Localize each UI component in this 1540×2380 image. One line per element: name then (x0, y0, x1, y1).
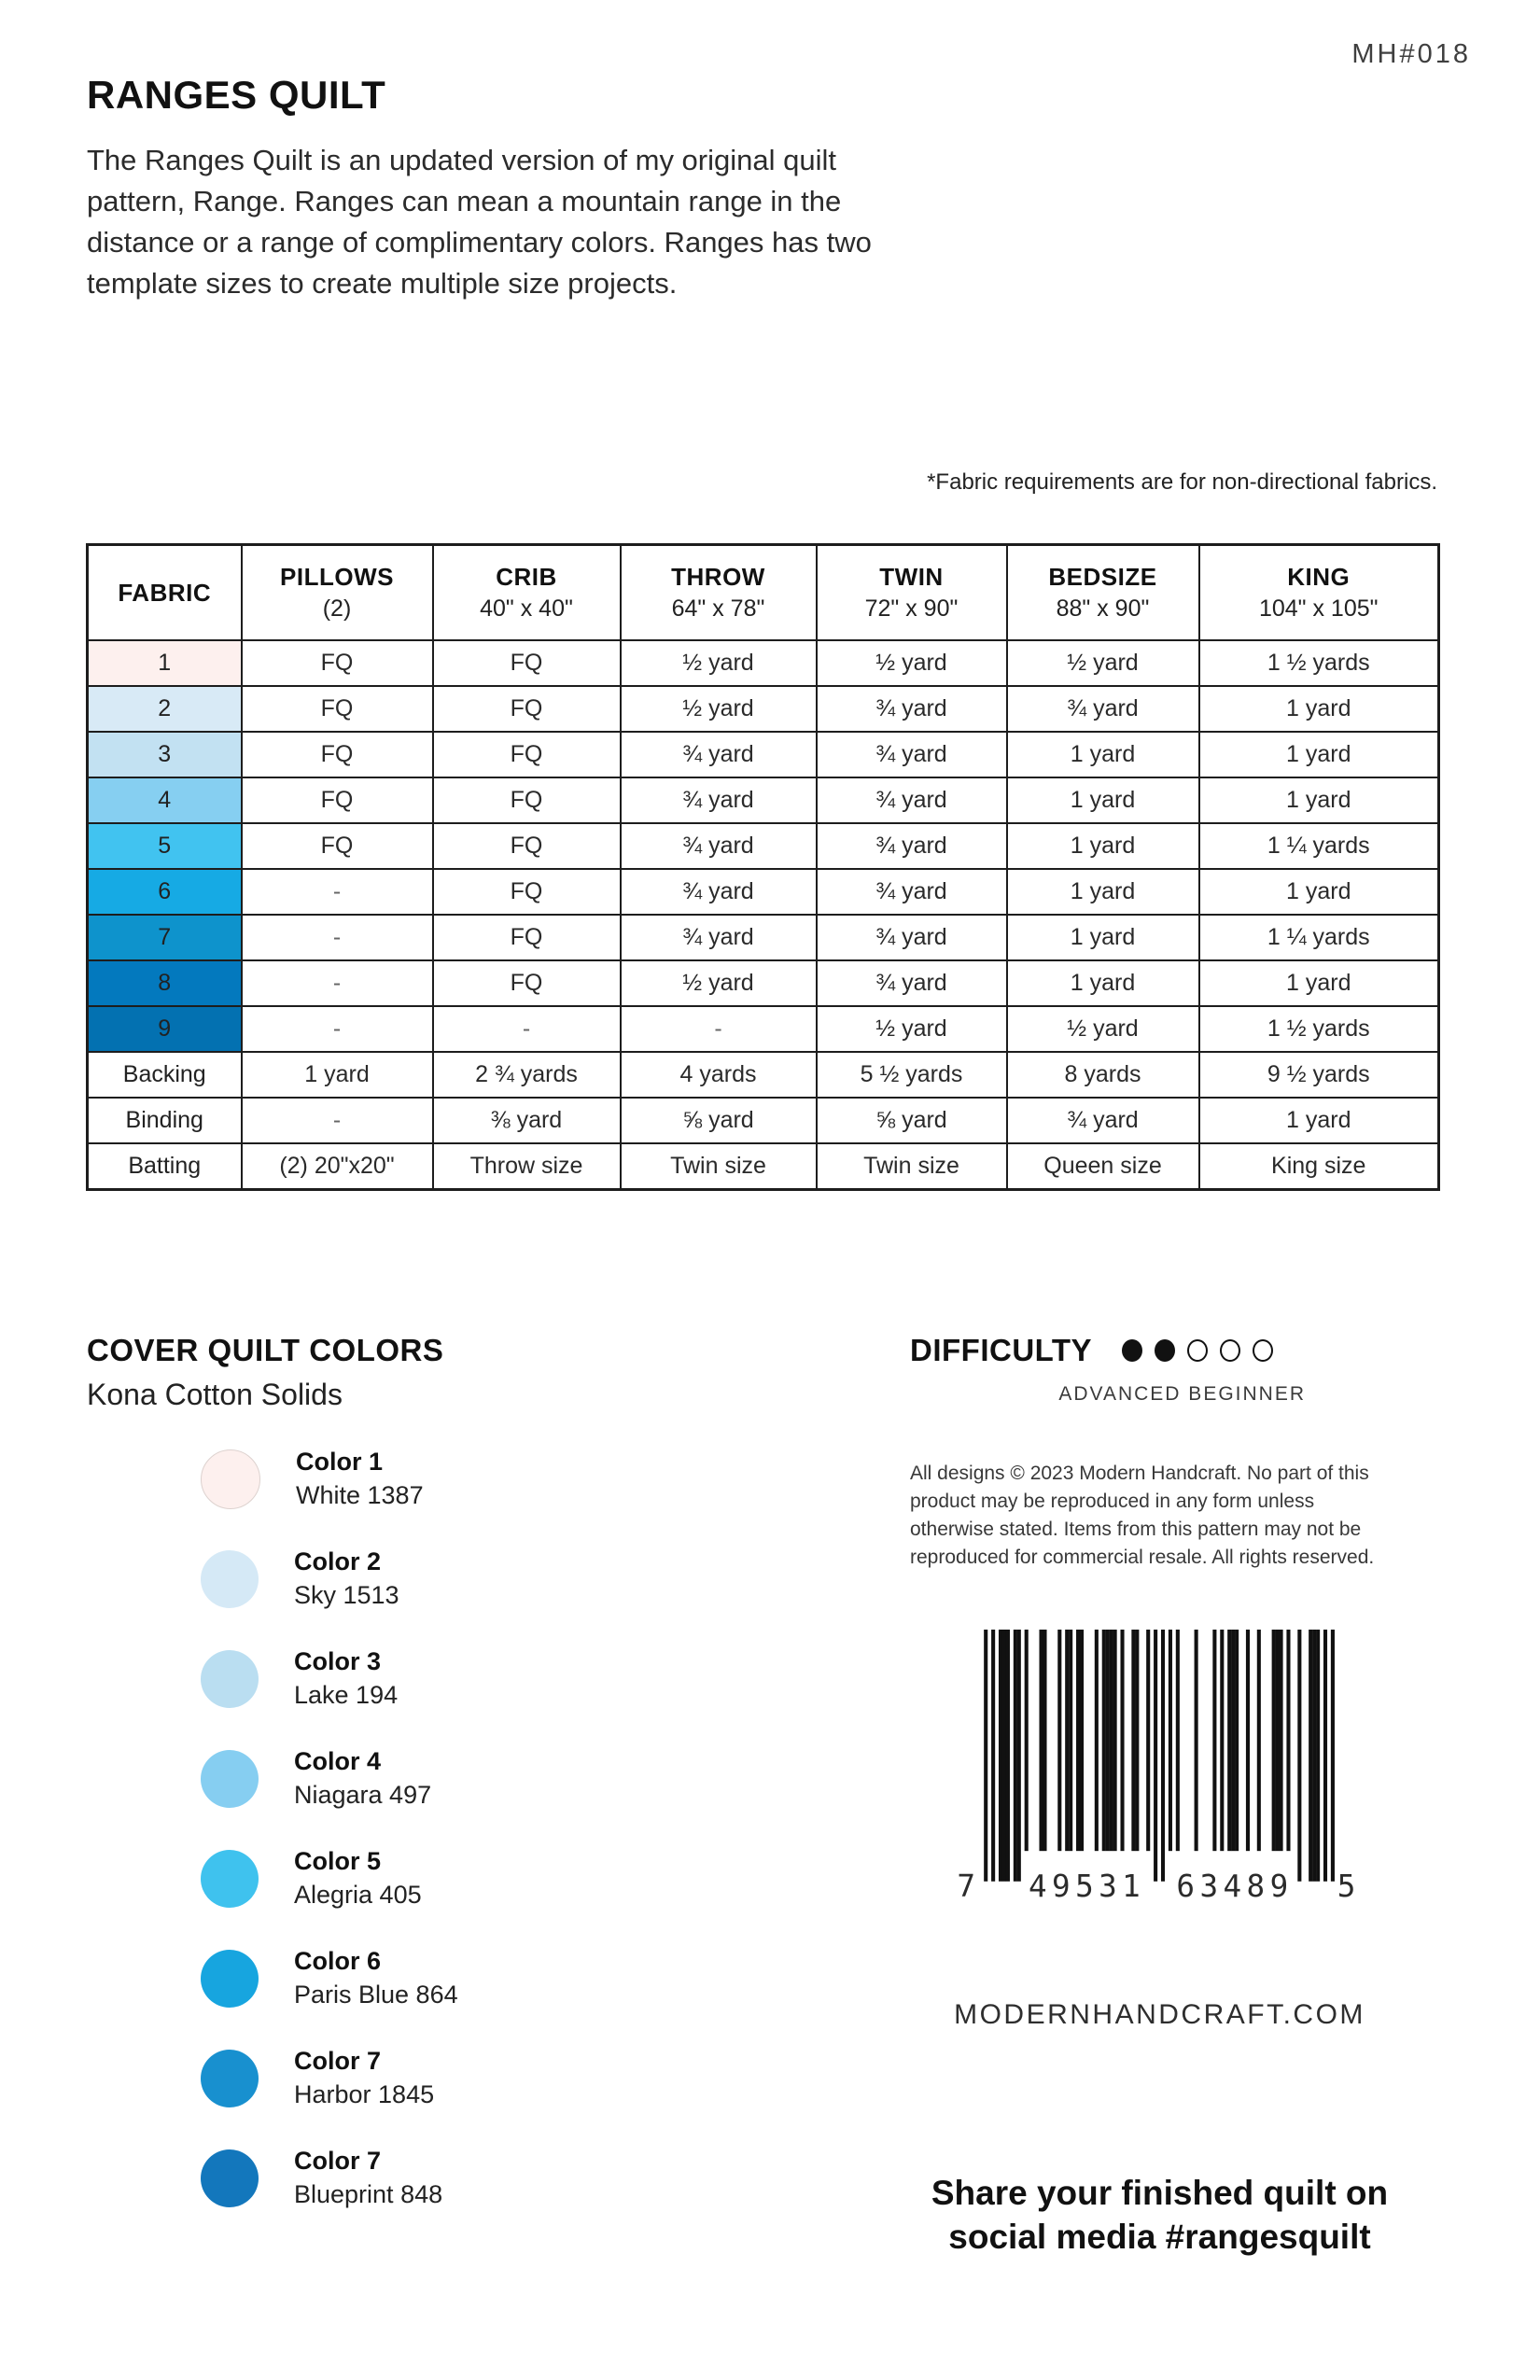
table-cell: 1 ½ yards (1199, 1006, 1439, 1052)
table-cell: ¾ yard (817, 915, 1007, 960)
table-cell: ¾ yard (621, 823, 817, 869)
table-cell: ¾ yard (817, 777, 1007, 823)
cover-colors-heading: COVER QUILT COLORS (87, 1333, 444, 1367)
table-cell: ½ yard (621, 686, 817, 732)
cover-colors-subheading: Kona Cotton Solids (87, 1378, 343, 1411)
table-cell: ¾ yard (621, 915, 817, 960)
barcode-bar (1102, 1630, 1106, 1851)
table-row (88, 823, 1439, 869)
barcode-bar (1257, 1630, 1261, 1851)
document-code: MH#018 (1351, 39, 1471, 69)
table-row (88, 777, 1439, 823)
barcode-bar (1106, 1630, 1110, 1851)
barcode-bar (1039, 1630, 1043, 1851)
table-cell: 1 yard (1007, 960, 1199, 1006)
column-header-sub: 104" x 105" (1258, 595, 1379, 622)
table-cell: ½ yard (621, 960, 817, 1006)
table-cell: 1 yard (1007, 869, 1199, 915)
swatch-item (201, 2047, 796, 2109)
table-cell: ¾ yard (1007, 1098, 1199, 1143)
table-cell: Queen size (1007, 1143, 1199, 1190)
page-title: RANGES QUILT (87, 73, 386, 117)
table-cell: 1 yard (1199, 869, 1439, 915)
fabric-row-label: 7 (88, 915, 242, 960)
color-swatch-circle (201, 1850, 259, 1908)
swatch-item (201, 1847, 796, 1910)
column-header-label: THROW (671, 563, 765, 591)
table-row (88, 640, 1439, 686)
fabric-row-label: 4 (88, 777, 242, 823)
swatch-text (296, 1448, 424, 1510)
barcode-left-digit: 7 (959, 1869, 981, 1902)
barcode-svg (959, 1630, 1360, 1901)
table-cell: 1 yard (1007, 915, 1199, 960)
swatch-list (201, 1448, 796, 2209)
fabric-row-label: 5 (88, 823, 242, 869)
table-cell: 2 ¾ yards (433, 1052, 621, 1098)
table-cell: ½ yard (817, 1006, 1007, 1052)
barcode-bar (1146, 1630, 1150, 1851)
table-cell: ⅝ yard (817, 1098, 1007, 1143)
barcode-bar (1131, 1630, 1135, 1851)
swatch-text (294, 1647, 398, 1710)
swatch-label: Color 4 (294, 1747, 382, 1775)
table-cell: 1 ¼ yards (1199, 915, 1439, 960)
table-cell: Throw size (433, 1143, 621, 1190)
table-cell: FQ (433, 915, 621, 960)
table-cell: 1 yard (242, 1052, 433, 1098)
share-callout (910, 2171, 1409, 2259)
swatch-label: Color 5 (294, 1847, 382, 1875)
table-cell: ⅜ yard (433, 1098, 621, 1143)
swatch-item (201, 1448, 796, 1510)
table-cell: FQ (433, 640, 621, 686)
swatch-text (294, 1847, 422, 1910)
swatch-item (201, 1647, 796, 1710)
barcode-bar (1043, 1630, 1046, 1851)
swatch-text (294, 1747, 431, 1810)
barcode-bar (1212, 1630, 1216, 1851)
column-header-label: KING (1287, 563, 1351, 591)
swatch-color-name: Blueprint 848 (294, 2180, 443, 2208)
right-column (910, 1333, 1409, 2259)
barcode-bar (1069, 1630, 1072, 1851)
fabric-row-label: 6 (88, 869, 242, 915)
fabric-row-label: 1 (88, 640, 242, 686)
color-swatch-circle (201, 1650, 259, 1708)
barcode-bar (1331, 1630, 1335, 1882)
table-cell: 1 yard (1007, 823, 1199, 869)
table-cell: ¾ yard (817, 686, 1007, 732)
swatch-item (201, 1547, 796, 1610)
swatch-item (201, 2147, 796, 2209)
difficulty-dots (1122, 1339, 1285, 1362)
barcode (959, 1630, 1360, 1906)
table-cell: ¾ yard (621, 777, 817, 823)
column-header-label: TWIN (879, 563, 944, 591)
table-row (88, 1052, 1439, 1098)
barcode-bar (1113, 1630, 1117, 1851)
barcode-bar (1080, 1630, 1084, 1851)
barcode-bar (1235, 1630, 1239, 1851)
swatch-text (294, 1547, 399, 1610)
table-cell: FQ (433, 823, 621, 869)
barcode-bar (1025, 1630, 1029, 1851)
table-cell: - (242, 1006, 433, 1052)
table-cell: 1 yard (1007, 732, 1199, 777)
table-cell: 1 ½ yards (1199, 640, 1439, 686)
difficulty-dot-empty (1253, 1339, 1273, 1362)
barcode-bar (1095, 1630, 1099, 1851)
table-cell: - (621, 1006, 817, 1052)
column-header (88, 545, 242, 641)
barcode-bar (999, 1630, 1002, 1882)
swatch-label: Color 7 (294, 2047, 382, 2075)
share-line-2: social media #rangesquilt (948, 2218, 1371, 2257)
table-cell: ½ yard (817, 640, 1007, 686)
table-row (88, 869, 1439, 915)
swatch-text (294, 2047, 434, 2109)
swatch-color-name: Harbor 1845 (294, 2080, 435, 2108)
table-cell: ¾ yard (817, 869, 1007, 915)
swatch-text (294, 1947, 458, 2009)
column-header (817, 545, 1007, 641)
difficulty-label: ADVANCED BEGINNER (1058, 1383, 1306, 1405)
barcode-bar (1154, 1630, 1157, 1882)
column-header (1199, 545, 1439, 641)
barcode-bar (1297, 1630, 1301, 1882)
table-cell: 1 yard (1007, 777, 1199, 823)
barcode-bar (1169, 1630, 1172, 1851)
color-swatch-circle (201, 1950, 259, 2008)
barcode-bar (1014, 1630, 1017, 1882)
table-cell: King size (1199, 1143, 1439, 1190)
barcode-bar (1057, 1630, 1061, 1851)
column-header (1007, 545, 1199, 641)
table-row (88, 1098, 1439, 1143)
column-header (242, 545, 433, 641)
difficulty-dot-empty (1187, 1339, 1208, 1362)
swatch-color-name: Paris Blue 864 (294, 1981, 458, 2009)
column-header-label: CRIB (496, 563, 557, 591)
table-cell: 8 yards (1007, 1052, 1199, 1098)
swatch-label: Color 6 (294, 1947, 382, 1975)
table-cell: 1 yard (1199, 686, 1439, 732)
color-swatch-circle (201, 1750, 259, 1808)
swatch-label: Color 7 (294, 2147, 382, 2175)
table-cell: 1 yard (1199, 1098, 1439, 1143)
column-header-sub: 64" x 78" (671, 595, 765, 622)
column-header-sub: (2) (322, 595, 352, 622)
table-cell: FQ (433, 777, 621, 823)
swatch-color-name: Lake 194 (294, 1681, 399, 1709)
table-cell: FQ (433, 960, 621, 1006)
barcode-bar (1195, 1630, 1198, 1851)
column-header-sub: 72" x 90" (864, 595, 959, 622)
table-cell: ½ yard (1007, 640, 1199, 686)
barcode-bar (1006, 1630, 1010, 1882)
swatch-color-name: Niagara 497 (294, 1781, 432, 1809)
table-cell: FQ (242, 640, 433, 686)
swatch-color-name: Sky 1513 (294, 1581, 399, 1609)
table-cell: - (242, 869, 433, 915)
fabric-row-label: Binding (88, 1098, 242, 1143)
barcode-bar (1002, 1630, 1006, 1882)
barcode-group2: 63489 (1176, 1869, 1294, 1902)
cover-colors-section (87, 1333, 796, 2247)
difficulty-dot-empty (1220, 1339, 1240, 1362)
barcode-bar (1316, 1630, 1320, 1882)
fabric-row-label: 9 (88, 1006, 242, 1052)
table-cell: FQ (242, 732, 433, 777)
fabric-row-label: 3 (88, 732, 242, 777)
table-row (88, 1006, 1439, 1052)
swatch-item (201, 1747, 796, 1810)
table-cell: ¾ yard (817, 960, 1007, 1006)
column-header (433, 545, 621, 641)
barcode-bar (1231, 1630, 1235, 1851)
barcode-bar (1312, 1630, 1316, 1882)
table-cell: FQ (433, 732, 621, 777)
column-header-label: BEDSIZE (1048, 563, 1157, 591)
barcode-group1: 49531 (1028, 1869, 1146, 1902)
copyright-text: All designs © 2023 Modern Handcraft. No part of this product may be reproduced in any form unless otherwise stated. Items from this pattern may not be reproduced for commercial resale. All rights reserved. (910, 1463, 1375, 1568)
table-cell: 1 yard (1199, 732, 1439, 777)
table-cell: FQ (242, 777, 433, 823)
swatch-label: Color 3 (294, 1647, 382, 1675)
barcode-bar (1076, 1630, 1080, 1851)
barcode-bar (991, 1630, 995, 1882)
table-cell: 5 ½ yards (817, 1052, 1007, 1098)
fabric-row-label: 8 (88, 960, 242, 1006)
column-header-label: PILLOWS (280, 563, 394, 591)
color-swatch-circle (201, 2050, 259, 2107)
table-cell: FQ (433, 686, 621, 732)
intro-paragraph: The Ranges Quilt is an updated version of my original quilt pattern, Range. Ranges can mean a mountain range in the distance or a range of complimentary colors. Ranges has two template sizes to create multiple size projects. (87, 144, 872, 300)
swatch-item (201, 1947, 796, 2009)
table-cell: ½ yard (1007, 1006, 1199, 1052)
table-cell: (2) 20"x20" (242, 1143, 433, 1190)
swatch-label: Color 1 (296, 1448, 384, 1476)
table-row (88, 915, 1439, 960)
swatch-color-name: Alegria 405 (294, 1881, 422, 1909)
column-header-sub: 40" x 40" (480, 595, 573, 622)
table-cell: 4 yards (621, 1052, 817, 1098)
table-row (88, 686, 1439, 732)
website-link[interactable]: MODERNHANDCRAFT.COM (954, 1999, 1365, 2031)
column-header-sub: 88" x 90" (1056, 595, 1150, 622)
fabric-row-label: 2 (88, 686, 242, 732)
table-cell: ¾ yard (817, 823, 1007, 869)
swatch-color-name: White 1387 (296, 1481, 424, 1509)
column-header-label: FABRIC (118, 578, 212, 607)
barcode-bar (1120, 1630, 1124, 1851)
barcode-bar (1065, 1630, 1069, 1851)
table-cell: 1 yard (1199, 777, 1439, 823)
barcode-bar (1276, 1630, 1280, 1851)
table-cell: ⅝ yard (621, 1098, 817, 1143)
difficulty-row (910, 1333, 1409, 1368)
table-cell: - (242, 960, 433, 1006)
table-cell: ¾ yard (1007, 686, 1199, 732)
barcode-bar (1227, 1630, 1231, 1851)
barcode-bar (984, 1630, 987, 1882)
difficulty-heading: DIFFICULTY (910, 1333, 1093, 1367)
fabric-table-wrap (86, 543, 1437, 1191)
difficulty-dot-filled (1155, 1339, 1175, 1362)
table-row (88, 732, 1439, 777)
barcode-bar (1309, 1630, 1312, 1882)
table-cell: 1 ¼ yards (1199, 823, 1439, 869)
swatch-text (294, 2147, 442, 2209)
table-row (88, 1143, 1439, 1190)
barcode-bar (1286, 1630, 1290, 1851)
table-cell: - (433, 1006, 621, 1052)
barcode-bar (1161, 1630, 1165, 1882)
barcode-bar (1272, 1630, 1276, 1851)
table-header-row (88, 545, 1439, 641)
table-cell: FQ (242, 686, 433, 732)
fabric-note: *Fabric requirements are for non-directional fabrics. (927, 469, 1437, 495)
fabric-requirements-table (86, 543, 1440, 1191)
table-cell: Twin size (817, 1143, 1007, 1190)
barcode-bar (1135, 1630, 1139, 1851)
swatch-label: Color 2 (294, 1547, 382, 1575)
difficulty-dot-filled (1122, 1339, 1142, 1362)
share-line-1: Share your finished quilt on (931, 2174, 1389, 2213)
table-cell: FQ (242, 823, 433, 869)
barcode-bar (1323, 1630, 1327, 1882)
column-header (621, 545, 817, 641)
color-swatch-circle (201, 2149, 259, 2207)
fabric-row-label: Batting (88, 1143, 242, 1190)
table-cell: 1 yard (1199, 960, 1439, 1006)
barcode-bar (1017, 1630, 1021, 1882)
table-cell: ¾ yard (621, 869, 817, 915)
barcode-bar (1176, 1630, 1180, 1851)
table-cell: - (242, 915, 433, 960)
table-cell: 9 ½ yards (1199, 1052, 1439, 1098)
table-cell: FQ (433, 869, 621, 915)
color-swatch-circle (201, 1449, 260, 1509)
table-cell: ¾ yard (817, 732, 1007, 777)
table-row (88, 960, 1439, 1006)
table-cell: - (242, 1098, 433, 1143)
barcode-bar (1220, 1630, 1224, 1851)
barcode-right-digit: 5 (1337, 1869, 1360, 1902)
barcode-bar (1110, 1630, 1113, 1851)
table-cell: ¾ yard (621, 732, 817, 777)
table-cell: ½ yard (621, 640, 817, 686)
color-swatch-circle (201, 1550, 259, 1608)
table-cell: Twin size (621, 1143, 817, 1190)
fabric-row-label: Backing (88, 1052, 242, 1098)
barcode-bar (1246, 1630, 1250, 1851)
barcode-bar (1280, 1630, 1283, 1851)
